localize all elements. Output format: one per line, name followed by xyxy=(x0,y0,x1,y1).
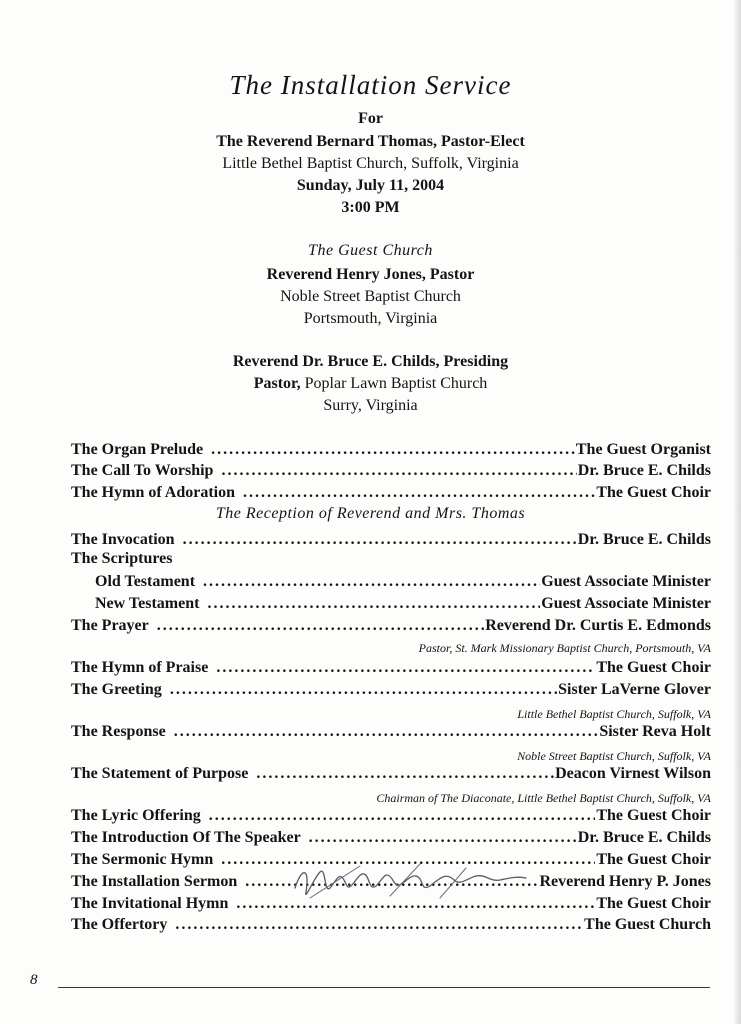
guest-church-city: Portsmouth, Virginia xyxy=(303,310,438,327)
presiding-city: Surry, Virginia xyxy=(323,397,418,414)
leader-dots xyxy=(207,595,540,613)
statement-note: Chairman of The Diaconate, Little Bethel Baptist Church, Suffolk, VA xyxy=(376,791,711,805)
reception-line: The Reception of Reverend and Mrs. Thomas xyxy=(215,505,526,522)
program-item xyxy=(95,595,711,617)
program-item xyxy=(71,484,711,506)
program-item-value: Reverend Henry P. Jones xyxy=(539,873,711,890)
program-item xyxy=(71,462,711,484)
leader-dots xyxy=(183,531,577,549)
leader-dots xyxy=(203,573,540,591)
leader-dots xyxy=(175,916,583,934)
program-item-label: The Hymn of Adoration xyxy=(71,484,236,501)
guest-pastor: Reverend Henry Jones, Pastor xyxy=(266,266,475,283)
program-item-label: The Statement of Purpose xyxy=(71,765,249,782)
program-item-value: The Guest Choir xyxy=(596,659,711,676)
program-item-value: The Guest Choir xyxy=(596,484,711,501)
program-item-value: Dr. Bruce E. Childs xyxy=(577,829,711,846)
presiding-role-title: Pastor, xyxy=(253,375,301,392)
program-item-value: Guest Associate Minister xyxy=(541,573,711,590)
greeting-note: Little Bethel Baptist Church, Suffolk, VA xyxy=(517,707,711,721)
program-item-value: The Guest Church xyxy=(584,916,711,933)
service-title: The Installation Service xyxy=(229,70,512,100)
program-item-value: The Guest Choir xyxy=(596,807,711,824)
program-item-label: The Invocation xyxy=(71,531,175,548)
program-item-label: New Testament xyxy=(95,595,200,612)
presiding-role xyxy=(0,375,741,393)
program-item-label: The Organ Prelude xyxy=(71,441,204,458)
program-item xyxy=(71,829,711,851)
honoree-line: The Reverend Bernard Thomas, Pastor-Elect xyxy=(216,133,525,150)
leader-dots xyxy=(256,765,554,783)
leader-dots xyxy=(211,441,575,459)
program-item-value: The Guest Choir xyxy=(596,895,711,912)
program-item-value: Reverend Dr. Curtis E. Edmonds xyxy=(485,617,711,634)
program-item-label: The Response xyxy=(71,723,166,740)
leader-dots xyxy=(243,484,595,502)
presiding-role-church: Poplar Lawn Baptist Church xyxy=(300,375,488,392)
prayer-note: Pastor, St. Mark Missionary Baptist Church, Portsmouth, VA xyxy=(418,641,711,655)
guest-church-heading: The Guest Church xyxy=(308,242,433,259)
program-item xyxy=(71,765,711,787)
program-item-value: The Guest Choir xyxy=(596,851,711,868)
program-item-label: Old Testament xyxy=(95,573,196,590)
program-item-value: The Guest Organist xyxy=(575,441,711,458)
program-item-label: The Greeting xyxy=(71,681,162,698)
program-item-label: The Call To Worship xyxy=(71,462,214,479)
program-item xyxy=(71,681,711,703)
program-item-value: Guest Associate Minister xyxy=(541,595,711,612)
leader-dots xyxy=(209,807,596,825)
leader-dots xyxy=(174,723,599,741)
program-item-label: The Hymn of Praise xyxy=(71,659,209,676)
footer-rule xyxy=(58,987,710,988)
scriptures-heading: The Scriptures xyxy=(71,550,173,567)
leader-dots xyxy=(157,617,484,635)
program-item-value: Sister LaVerne Glover xyxy=(558,681,711,698)
leader-dots xyxy=(221,462,576,480)
presiding-name: Reverend Dr. Bruce E. Childs, Presiding xyxy=(232,353,509,370)
host-church-line: Little Bethel Baptist Church, Suffolk, Virginia xyxy=(222,155,519,172)
program-item xyxy=(71,441,711,463)
leader-dots xyxy=(309,829,577,847)
guest-church-name: Noble Street Baptist Church xyxy=(280,288,461,305)
handwritten-signature xyxy=(290,858,530,908)
page-number: 8 xyxy=(30,972,38,988)
program-item-label: The Offertory xyxy=(71,916,168,933)
program-item-label: The Installation Sermon xyxy=(71,873,238,890)
response-note: Noble Street Baptist Church, Suffolk, VA xyxy=(517,749,711,763)
for-line: For xyxy=(358,110,383,127)
leader-dots xyxy=(170,681,557,699)
program-item-label: The Sermonic Hymn xyxy=(71,851,214,868)
program-item-label: The Introduction Of The Speaker xyxy=(71,829,301,846)
program-item xyxy=(71,659,711,681)
program-item-value: Dr. Bruce E. Childs xyxy=(577,531,711,548)
program-item-value: Deacon Virnest Wilson xyxy=(555,765,711,782)
service-time: 3:00 PM xyxy=(341,199,400,216)
leader-dots xyxy=(216,659,595,677)
program-item-label: The Invitational Hymn xyxy=(71,895,229,912)
program-item-value: Sister Reva Holt xyxy=(599,723,711,740)
program-item-label: The Prayer xyxy=(71,617,149,634)
program-item-value: Dr. Bruce E. Childs xyxy=(577,462,711,479)
program-item-label: The Lyric Offering xyxy=(71,807,201,824)
program-item xyxy=(71,916,711,938)
service-date: Sunday, July 11, 2004 xyxy=(296,177,445,194)
program-item xyxy=(71,723,711,745)
program-item xyxy=(71,807,711,829)
program-item xyxy=(95,573,711,595)
program-item xyxy=(71,617,711,639)
